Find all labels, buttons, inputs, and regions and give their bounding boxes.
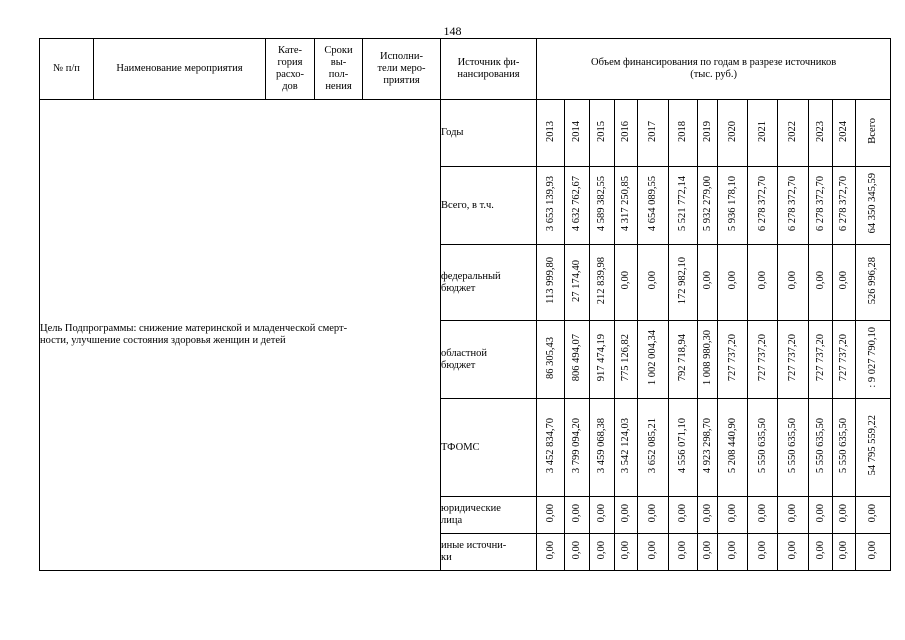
header-source: Источник фи- нансирования bbox=[441, 39, 537, 100]
value-cell bbox=[590, 497, 615, 534]
value-cell bbox=[856, 497, 891, 534]
value-cell-text: 54 795 559,22 bbox=[867, 415, 879, 476]
value-cell bbox=[669, 321, 698, 399]
value-cell-text: 917 474,19 bbox=[596, 333, 607, 382]
value-cell bbox=[615, 167, 638, 245]
value-cell-text: 806 494,07 bbox=[571, 333, 582, 382]
year-header bbox=[833, 100, 856, 167]
years-label: Годы bbox=[441, 100, 537, 167]
value-cell-text: 1 008 980,30 bbox=[701, 329, 713, 386]
value-cell-text: 86 305,43 bbox=[544, 336, 556, 379]
value-cell-text: 5 550 635,50 bbox=[756, 417, 768, 474]
value-cell-text: 0,00 bbox=[647, 271, 658, 290]
value-cell-text: 0,00 bbox=[544, 503, 556, 523]
value-cell-text: 0,00 bbox=[620, 271, 631, 290]
year-header-text: 2023 bbox=[814, 120, 826, 142]
header-volume: Объем финансирования по годам в разрезе источников (тыс. руб.) bbox=[537, 39, 891, 100]
value-cell-text: 727 737,20 bbox=[814, 333, 826, 382]
value-cell bbox=[615, 245, 638, 321]
value-cell-text: 0,00 bbox=[787, 503, 798, 523]
value-cell-text: 6 278 372,70 bbox=[838, 175, 849, 232]
value-cell bbox=[698, 167, 718, 245]
year-header-text: 2013 bbox=[544, 120, 556, 142]
year-header bbox=[669, 100, 698, 167]
year-header bbox=[748, 100, 778, 167]
source-label: юридические лица bbox=[441, 497, 537, 534]
value-cell-text: 0,00 bbox=[814, 540, 826, 560]
value-cell-text: 113 999,80 bbox=[544, 257, 556, 304]
value-cell-text: 0,00 bbox=[787, 271, 798, 290]
year-header bbox=[565, 100, 590, 167]
value-cell bbox=[565, 497, 590, 534]
value-cell bbox=[778, 497, 809, 534]
year-header-text: Всего bbox=[867, 118, 879, 144]
value-cell bbox=[833, 321, 856, 399]
value-cell bbox=[537, 497, 565, 534]
value-cell-text: 3 542 124,03 bbox=[620, 417, 631, 474]
value-cell-text: 4 632 762,67 bbox=[571, 175, 582, 232]
value-cell bbox=[565, 534, 590, 571]
value-cell-text: 0,00 bbox=[677, 503, 688, 523]
year-header bbox=[718, 100, 748, 167]
value-cell-text: 0,00 bbox=[726, 503, 738, 523]
value-cell-text: : 9 027 790,10 bbox=[867, 327, 879, 388]
value-cell-text: 0,00 bbox=[814, 271, 826, 290]
value-cell bbox=[537, 534, 565, 571]
value-cell bbox=[833, 497, 856, 534]
value-cell-text: 5 936 178,10 bbox=[726, 175, 738, 232]
value-cell-text: 0,00 bbox=[571, 540, 582, 560]
value-cell-text: 727 737,20 bbox=[787, 333, 798, 382]
header-terms: Сроки вы- пол- нения bbox=[315, 39, 363, 100]
value-cell-text: 64 350 345,59 bbox=[867, 173, 879, 234]
value-cell bbox=[809, 245, 833, 321]
value-cell-text: 0,00 bbox=[787, 540, 798, 560]
value-cell bbox=[809, 497, 833, 534]
value-cell bbox=[638, 497, 669, 534]
value-cell bbox=[669, 497, 698, 534]
year-header-text: 2021 bbox=[756, 120, 768, 142]
value-cell bbox=[856, 399, 891, 497]
value-cell-text: 4 556 071,10 bbox=[677, 417, 688, 474]
value-cell-text: 0,00 bbox=[596, 540, 607, 560]
value-cell bbox=[537, 167, 565, 245]
value-cell bbox=[615, 497, 638, 534]
value-cell-text: 5 208 440,90 bbox=[726, 417, 738, 474]
year-header bbox=[590, 100, 615, 167]
value-cell-text: 0,00 bbox=[701, 271, 713, 290]
value-cell-text: 0,00 bbox=[677, 540, 688, 560]
year-header-text: 2020 bbox=[726, 120, 738, 142]
header-name: Наименование мероприятия bbox=[94, 39, 266, 100]
value-cell-text: 0,00 bbox=[838, 271, 849, 290]
year-header bbox=[615, 100, 638, 167]
year-header-text: 2016 bbox=[620, 120, 631, 142]
value-cell bbox=[778, 534, 809, 571]
value-cell bbox=[718, 245, 748, 321]
value-cell bbox=[698, 399, 718, 497]
value-cell bbox=[698, 245, 718, 321]
value-cell bbox=[833, 399, 856, 497]
value-cell-text: 0,00 bbox=[726, 540, 738, 560]
value-cell-text: 0,00 bbox=[867, 503, 879, 523]
year-header-text: 2014 bbox=[571, 120, 582, 142]
value-cell bbox=[590, 534, 615, 571]
value-cell-text: 5 550 635,50 bbox=[787, 417, 798, 474]
header-executors: Исполни- тели меро- приятия bbox=[363, 39, 441, 100]
value-cell bbox=[615, 534, 638, 571]
goal-text: Цель Подпрограммы: снижение материнской и младенческой смерт- ности, улучшение состояния здоровья женщин и детей bbox=[40, 100, 441, 571]
value-cell bbox=[638, 321, 669, 399]
value-cell-text: 0,00 bbox=[867, 540, 879, 560]
value-cell-text: 727 737,20 bbox=[838, 333, 849, 382]
financing-table bbox=[39, 38, 891, 571]
value-cell-text: 0,00 bbox=[620, 503, 631, 523]
value-cell-text: 0,00 bbox=[596, 503, 607, 523]
value-cell-text: 775 126,82 bbox=[620, 333, 631, 382]
value-cell bbox=[809, 167, 833, 245]
value-cell bbox=[638, 534, 669, 571]
value-cell-text: 727 737,20 bbox=[756, 333, 768, 382]
value-cell bbox=[778, 399, 809, 497]
value-cell bbox=[809, 399, 833, 497]
value-cell-text: 0,00 bbox=[571, 503, 582, 523]
value-cell bbox=[698, 534, 718, 571]
header-num: № п/п bbox=[40, 39, 94, 100]
value-cell bbox=[833, 245, 856, 321]
value-cell-text: 6 278 372,70 bbox=[756, 175, 768, 232]
value-cell-text: 4 654 089,55 bbox=[647, 175, 658, 232]
value-cell-text: 212 839,98 bbox=[596, 256, 607, 305]
value-cell bbox=[590, 167, 615, 245]
value-cell-text: 4 317 250,85 bbox=[620, 175, 631, 232]
value-cell bbox=[565, 399, 590, 497]
value-cell-text: 0,00 bbox=[647, 540, 658, 560]
value-cell-text: 3 653 139,93 bbox=[544, 175, 556, 232]
year-header bbox=[638, 100, 669, 167]
value-cell bbox=[698, 321, 718, 399]
value-cell bbox=[856, 321, 891, 399]
value-cell bbox=[565, 167, 590, 245]
value-cell-text: 1 002 004,34 bbox=[647, 329, 658, 386]
value-cell bbox=[809, 534, 833, 571]
value-cell-text: 3 652 085,21 bbox=[647, 417, 658, 474]
value-cell bbox=[748, 534, 778, 571]
year-header-text: 2015 bbox=[596, 120, 607, 142]
value-cell bbox=[537, 399, 565, 497]
value-cell-text: 27 174,40 bbox=[571, 259, 582, 302]
value-cell-text: 0,00 bbox=[838, 503, 849, 523]
value-cell-text: 6 278 372,70 bbox=[814, 175, 826, 232]
year-header-text: 2018 bbox=[677, 120, 688, 142]
value-cell bbox=[856, 167, 891, 245]
value-cell-text: 172 982,10 bbox=[677, 256, 688, 305]
year-header bbox=[856, 100, 891, 167]
page-number: 148 bbox=[443, 24, 462, 38]
year-header bbox=[778, 100, 809, 167]
source-label: федеральный бюджет bbox=[441, 245, 537, 321]
header-category: Кате- гория расхо- дов bbox=[266, 39, 315, 100]
year-header-text: 2022 bbox=[787, 120, 798, 142]
value-cell-text: 0,00 bbox=[544, 540, 556, 560]
value-cell-text: 0,00 bbox=[838, 540, 849, 560]
value-cell-text: 3 799 094,20 bbox=[571, 417, 582, 474]
value-cell-text: 0,00 bbox=[620, 540, 631, 560]
value-cell-text: 6 278 372,70 bbox=[787, 175, 798, 232]
value-cell-text: 5 550 635,50 bbox=[814, 417, 826, 474]
value-cell bbox=[537, 321, 565, 399]
value-cell-text: 0,00 bbox=[756, 271, 768, 290]
value-cell bbox=[748, 245, 778, 321]
value-cell-text: 727 737,20 bbox=[726, 333, 738, 382]
value-cell bbox=[537, 245, 565, 321]
value-cell bbox=[638, 399, 669, 497]
value-cell bbox=[809, 321, 833, 399]
value-cell bbox=[698, 497, 718, 534]
years-row bbox=[40, 100, 891, 167]
value-cell-text: 0,00 bbox=[756, 503, 768, 523]
value-cell bbox=[748, 399, 778, 497]
value-cell-text: 3 459 068,38 bbox=[596, 417, 607, 474]
value-cell-text: 0,00 bbox=[701, 503, 713, 523]
source-label: областной бюджет bbox=[441, 321, 537, 399]
value-cell bbox=[590, 399, 615, 497]
value-cell bbox=[718, 497, 748, 534]
value-cell bbox=[718, 399, 748, 497]
value-cell bbox=[718, 167, 748, 245]
value-cell-text: 5 932 279,00 bbox=[701, 175, 713, 232]
value-cell-text: 0,00 bbox=[756, 540, 768, 560]
value-cell bbox=[833, 534, 856, 571]
year-header-text: 2019 bbox=[701, 120, 713, 142]
value-cell bbox=[718, 321, 748, 399]
value-cell-text: 4 923 298,70 bbox=[701, 417, 713, 474]
value-cell bbox=[748, 321, 778, 399]
value-cell bbox=[669, 399, 698, 497]
year-header bbox=[537, 100, 565, 167]
source-label: иные источни- ки bbox=[441, 534, 537, 571]
year-header-text: 2024 bbox=[838, 120, 849, 142]
value-cell-text: 3 452 834,70 bbox=[544, 417, 556, 474]
value-cell bbox=[748, 497, 778, 534]
value-cell bbox=[748, 167, 778, 245]
header-row bbox=[40, 39, 891, 100]
value-cell-text: 0,00 bbox=[726, 271, 738, 290]
value-cell bbox=[856, 534, 891, 571]
value-cell-text: 526 996,28 bbox=[867, 256, 879, 305]
value-cell bbox=[638, 245, 669, 321]
value-cell bbox=[615, 399, 638, 497]
value-cell bbox=[615, 321, 638, 399]
value-cell-text: 4 589 382,55 bbox=[596, 175, 607, 232]
value-cell-text: 0,00 bbox=[647, 503, 658, 523]
value-cell-text: 0,00 bbox=[701, 540, 713, 560]
value-cell bbox=[856, 245, 891, 321]
value-cell bbox=[590, 321, 615, 399]
year-header bbox=[809, 100, 833, 167]
value-cell bbox=[565, 245, 590, 321]
source-label: ТФОМС bbox=[441, 399, 537, 497]
value-cell bbox=[778, 245, 809, 321]
value-cell-text: 792 718,94 bbox=[677, 333, 688, 382]
year-header bbox=[698, 100, 718, 167]
value-cell-text: 5 521 772,14 bbox=[677, 175, 688, 232]
value-cell bbox=[778, 167, 809, 245]
value-cell bbox=[718, 534, 748, 571]
value-cell bbox=[590, 245, 615, 321]
value-cell-text: 0,00 bbox=[814, 503, 826, 523]
value-cell bbox=[833, 167, 856, 245]
year-header-text: 2017 bbox=[647, 120, 658, 142]
value-cell bbox=[669, 534, 698, 571]
value-cell bbox=[638, 167, 669, 245]
source-label: Всего, в т.ч. bbox=[441, 167, 537, 245]
value-cell bbox=[669, 167, 698, 245]
value-cell bbox=[565, 321, 590, 399]
value-cell-text: 5 550 635,50 bbox=[838, 417, 849, 474]
value-cell bbox=[778, 321, 809, 399]
value-cell bbox=[669, 245, 698, 321]
